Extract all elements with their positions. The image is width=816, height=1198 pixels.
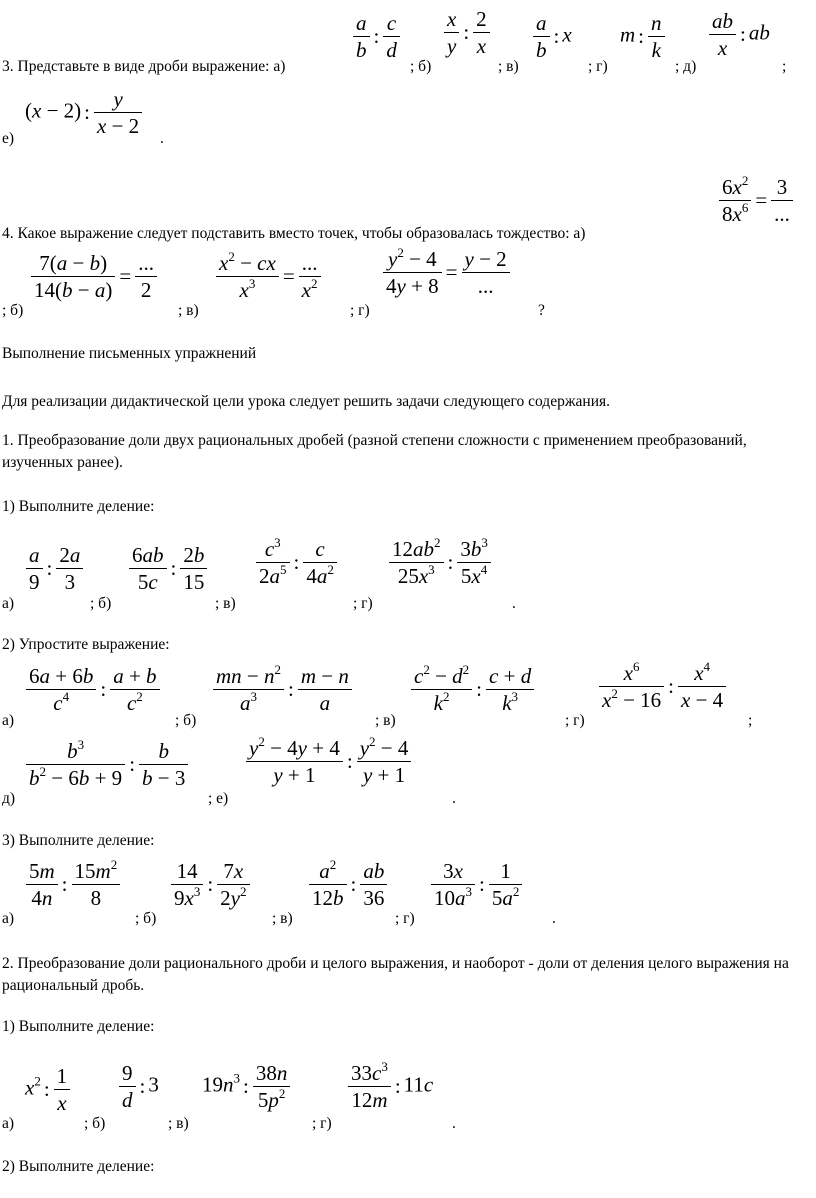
p1e2-formula-b: $\frac{mn - n^2}{a^3}$ : $\frac{m - n}{a}$ <box>212 665 353 714</box>
p1e1-label-c: ; в) <box>215 595 236 612</box>
p1e3-label-d: ; г) <box>395 910 415 927</box>
p1e1-label-a: а) <box>2 595 15 612</box>
p1e3-formula-d: $\frac{3x}{10a^3}$ : $\frac{1}{5a^2}$ <box>430 860 523 909</box>
part1-title: 1. Преобразование доли двух рациональных дробей (разной степени сложности с применением преобразований, изученных ранее). <box>2 432 747 471</box>
p2e1-formula-d: $\frac{33c^3}{12m}$ : 11c <box>347 1062 433 1111</box>
p1e2-label-a: а) <box>2 712 15 729</box>
p1e3-label-b: ; б) <box>135 910 157 927</box>
p2e1-label-c: ; в) <box>168 1115 189 1132</box>
p1e3-end: . <box>552 910 556 927</box>
p1e2-label-c: ; в) <box>375 712 396 729</box>
task3-formula-b: $\frac{x}{y}$ : $\frac{2}{x}$ <box>443 8 491 57</box>
p1e2-label-e: д) <box>2 790 16 807</box>
p1e2-label-f: ; е) <box>208 790 229 807</box>
p2e1-formula-a: $x^2$ : $\frac{1}{x}$ <box>25 1065 71 1114</box>
part2-ex1-title: 1) Выполните деление: <box>2 1018 155 1035</box>
p1e3-formula-a: $\frac{5m}{4n}$ : $\frac{15m^2}{8}$ <box>25 860 121 909</box>
part2-title: 2. Преобразование доли рационального дроби и целого выражения, и наоборот - доли от деления целого выражения на рациональный дробь. <box>2 955 789 994</box>
part1-ex2-title: 2) Упростите выражение: <box>2 636 170 653</box>
p1e3-formula-b: $\frac{14}{9x^3}$ : $\frac{7x}{2y^2}$ <box>170 860 251 909</box>
task3-label-c: ; в) <box>498 58 519 75</box>
p2e1-label-a: а) <box>2 1115 15 1132</box>
p1e2-formula-f: $\frac{y^2 - 4y + 4}{y + 1}$ : $\frac{y^2 - 4}{y + 1}$ <box>245 737 412 786</box>
p1e2-formula-d: $\frac{x^6}{x^2 - 16}$ : $\frac{x^4}{x - 4}$ <box>598 662 727 711</box>
task3-formula-c: $\frac{a}{b}$ : x <box>532 12 572 61</box>
p1e1-formula-a: $\frac{a}{9}$ : $\frac{2a}{3}$ <box>25 544 84 593</box>
p1e2-label-b: ; б) <box>175 712 197 729</box>
task3-text: 3. Представьте в виде дроби выражение: а) <box>2 58 286 75</box>
p1e2-formula-c: $\frac{c^2 - d^2}{k^2}$ : $\frac{c + d}{k^3}$ <box>410 665 535 714</box>
part1-ex1-title: 1) Выполните деление: <box>2 498 155 515</box>
task4-label-b: ; б) <box>2 302 24 319</box>
task3-end: . <box>160 130 164 147</box>
p1e2-label-end: ; <box>748 712 753 729</box>
task3-label-d: ; г) <box>588 58 608 75</box>
task4-formula-b: $\frac{7(a - b)}{14(b - a)}$ = $\frac{...}{2}$ <box>30 252 158 301</box>
task3-formula-d: m : $\frac{n}{k}$ <box>620 12 666 61</box>
task3-label-f: е) <box>2 130 15 147</box>
task4-end: ? <box>538 302 545 319</box>
p2e1-label-d: ; г) <box>312 1115 332 1132</box>
p1e1-end: . <box>512 595 516 612</box>
task4-text: 4. Какое выражение следует подставить вместо точек, чтобы образовалась тождество: а) <box>2 225 586 242</box>
task4-label-d: ; г) <box>350 302 370 319</box>
task3-formula-a: $\frac{a}{b}$ : $\frac{c}{d}$ <box>352 12 401 61</box>
part1-ex3-title: 3) Выполните деление: <box>2 832 155 849</box>
p1e2-formula-a: $\frac{6a + 6b}{c^4}$ : $\frac{a + b}{c^2}$ <box>25 665 161 714</box>
task4-formula-a: $\frac{6x^2}{8x^6}$ = $\frac{3}{...}$ <box>718 176 794 225</box>
task3-formula-e: $\frac{ab}{x}$ : ab <box>708 10 770 59</box>
task3-label-end: ; <box>782 58 787 75</box>
task3-label-b: ; б) <box>410 58 432 75</box>
task3-formula-f: (x − 2) : $\frac{y}{x - 2}$ <box>25 88 143 137</box>
part2-ex2-title: 2) Выполните деление: <box>2 1158 155 1175</box>
p2e1-formula-c: $19n^3$ : $\frac{38n}{5p^2}$ <box>202 1062 291 1111</box>
task4-formula-d: $\frac{y^2 - 4}{4y + 8}$ = $\frac{y - 2}{...}$ <box>382 248 511 297</box>
p1e1-formula-d: $\frac{12ab^2}{25x^3}$ : $\frac{3b^3}{5x^4}$ <box>388 538 492 587</box>
section-title: Выполнение письменных упражнений <box>2 345 257 362</box>
task4-label-c: ; в) <box>178 302 199 319</box>
task4-formula-c: $\frac{x^2 - cx}{x^3}$ = $\frac{...}{x^2}$ <box>215 252 322 301</box>
p1e2-formula-e: $\frac{b^3}{b^2 - 6b + 9}$ : $\frac{b}{b - 3}$ <box>25 740 189 789</box>
p1e1-formula-c: $\frac{c^3}{2a^5}$ : $\frac{c}{4a^2}$ <box>255 538 338 587</box>
p2e1-formula-b: $\frac{9}{d}$ : 3 <box>118 1062 159 1111</box>
p1e2-label-d: ; г) <box>565 712 585 729</box>
p2e1-label-b: ; б) <box>84 1115 106 1132</box>
p1e3-label-c: ; в) <box>272 910 293 927</box>
p1e1-label-d: ; г) <box>353 595 373 612</box>
p1e1-formula-b: $\frac{6ab}{5c}$ : $\frac{2b}{15}$ <box>128 544 208 593</box>
p1e1-label-b: ; б) <box>90 595 112 612</box>
p1e3-formula-c: $\frac{a^2}{12b}$ : $\frac{ab}{36}$ <box>308 860 388 909</box>
task3-label-e: ; д) <box>675 58 697 75</box>
p1e2-end: . <box>452 790 456 807</box>
p2e1-end: . <box>452 1115 456 1132</box>
p1e3-label-a: а) <box>2 910 15 927</box>
intro-text: Для реализации дидактической цели урока следует решить задачи следующего содержания. <box>2 393 611 410</box>
